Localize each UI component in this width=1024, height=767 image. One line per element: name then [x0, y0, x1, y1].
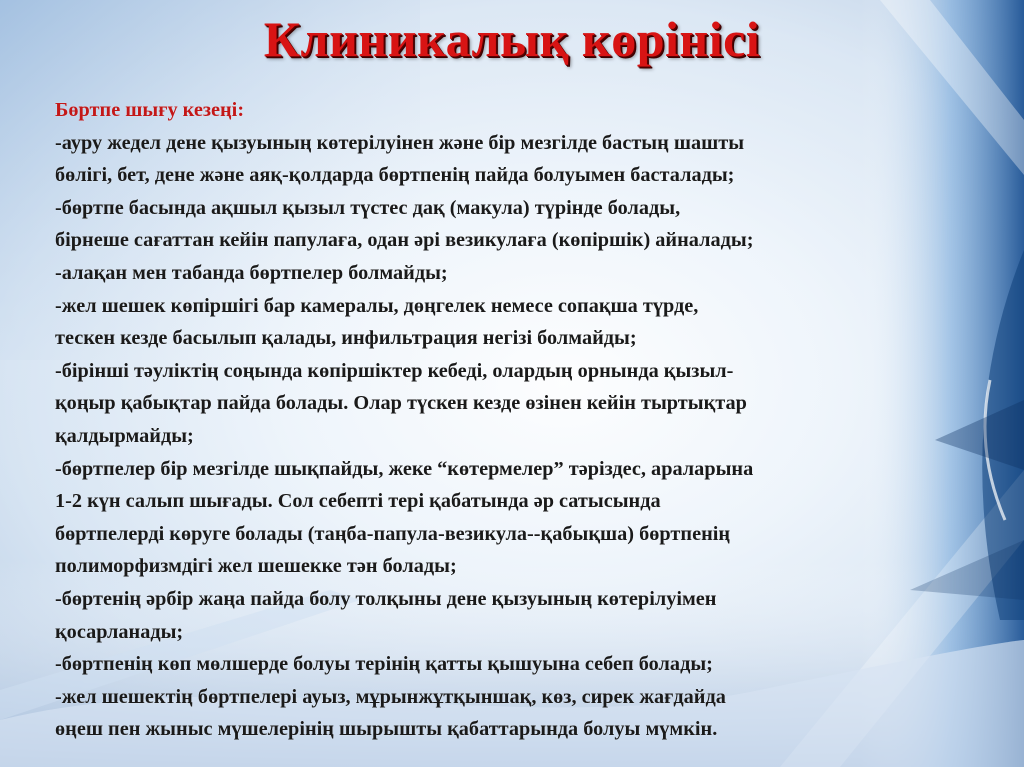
slide-title: Клиникалық көрінісі [263, 11, 761, 67]
body-line: -бөртпенің көп мөлшерде болуы терінің қатты қышуына себеп болады; [55, 653, 713, 676]
body-line: -бөртпелер бір мезгілде шықпайды, жеке “көтермелер” тәріздес, араларына [55, 457, 754, 480]
body-line: полиморфизмдігі жел шешекке тән болады; [55, 555, 457, 578]
body-line: қосарланады; [55, 620, 184, 643]
body-line: -бөртпе басында ақшыл қызыл түстес дақ (макула) түрінде болады, [55, 196, 681, 219]
body-line: 1-2 күн салып шығады. Сол себепті тері қабатында әр сатысында [55, 490, 661, 513]
body-line: -жел шешек көпіршігі бар камералы, дөңгелек немесе сопақша түрде, [55, 294, 699, 317]
body-line: бөртпелерді көруге болады (таңба-папула-везикула--қабықша) бөртпенің [55, 522, 731, 545]
body-line: -жел шешектің бөртпелері ауыз, мұрынжұтқыншақ, көз, сирек жағдайда [55, 685, 726, 708]
body-line: қалдырмайды; [55, 424, 194, 447]
body-line: -біріншi тәуліктің соңында көпіршіктер кебеді, олардың орнында қызыл- [55, 359, 734, 382]
body-line: -ауру жедел дене қызуының көтерілуінен және бір мезгілде бастың шашты [55, 131, 745, 154]
body-line: бөлігі, бет, дене және аяқ-қолдарда бөртпенің пайда болуымен басталады; [55, 164, 735, 187]
body-line: тескен кезде басылып қалады, инфильтрация негізі болмайды; [55, 327, 637, 350]
body-line: қоңыр қабықтар пайда болады. Олар түскен кезде өзінен кейін тыртықтар [55, 392, 747, 415]
section-subheading: Бөртпе шығу кезеңі: [55, 99, 245, 121]
body-line: бірнеше сағаттан кейін папулаға, одан әрі везикулаға (көпіршік) айналады; [55, 229, 754, 252]
body-line: өңеш пен жыныс мүшелерінің шырышты қабаттарында болуы мүмкін. [55, 718, 718, 741]
slide-body [55, 94, 955, 746]
body-line: -алақан мен табанда бөртпелер болмайды; [55, 261, 448, 284]
body-line: -бөртенің әрбір жаңа пайда болу толқыны дене қызуының көтерілуімен [55, 587, 717, 610]
